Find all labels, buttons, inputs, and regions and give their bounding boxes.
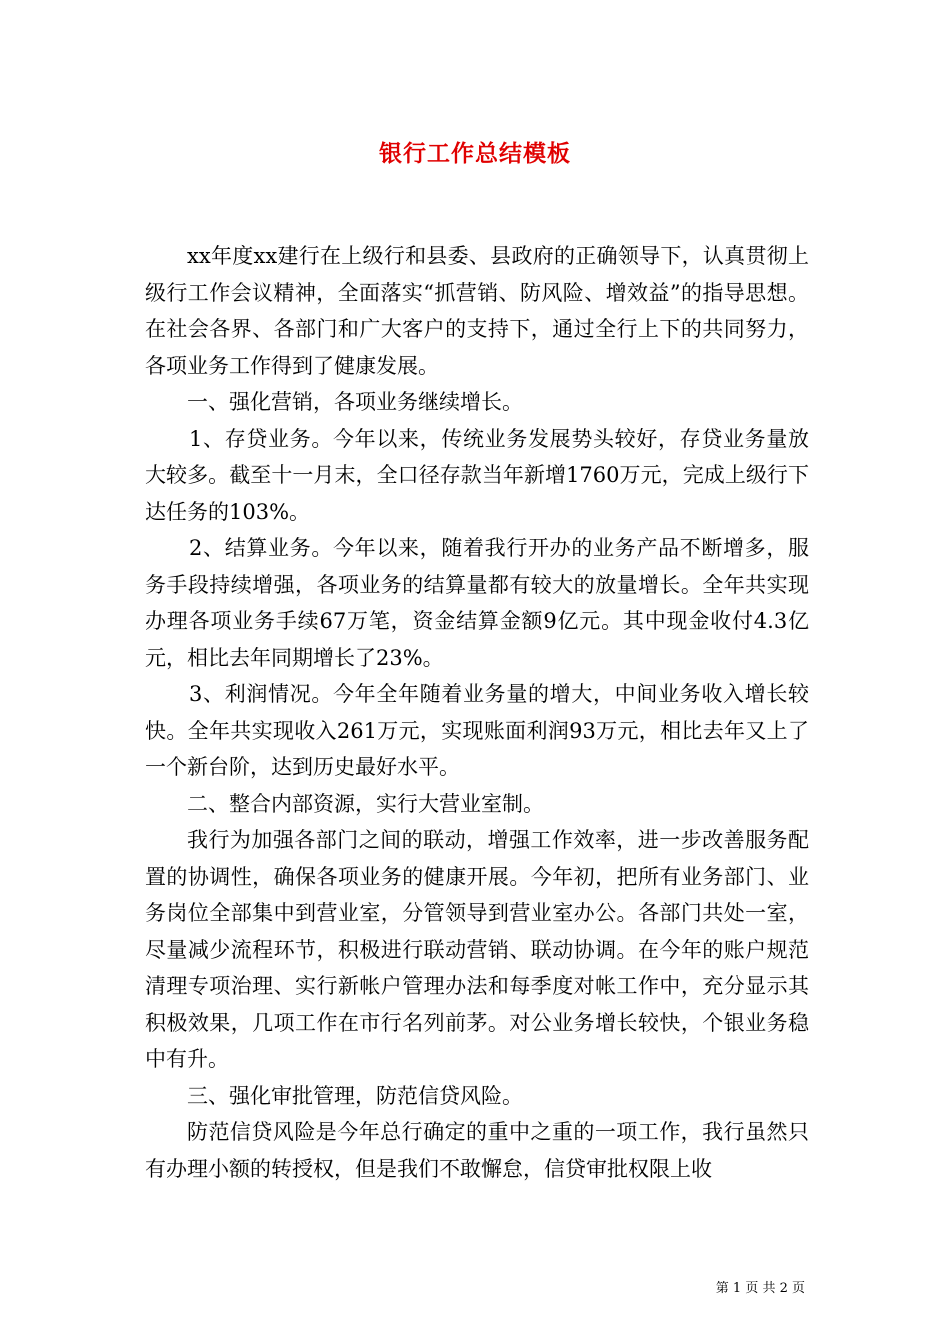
- paragraph-deposit-loan: 1、存贷业务。今年以来，传统业务发展势头较好，存贷业务量放大较多。截至十一月末，全口径存款当年新增1760万元，完成上级行下达任务的103%。: [145, 426, 809, 524]
- page-title: 银行工作总结模板: [379, 140, 571, 167]
- paragraph-integration: 我行为加强各部门之间的联动，增强工作效率，进一步改善服务配置的协调性，确保各项业务的健康开展。今年初，把所有业务部门、业务岗位全部集中到营业室，分管领导到营业室办公。各部门共处一室，尽量减少流程环节，积极进行联动营销、联动协调。在今年的账户规范清理专项治理、实行新帐户管理办法和每季度对帐工作中，充分显示其积极效果，几项工作在市行名列前茅。对公业务增长较快，个银业务稳中有升。: [145, 828, 809, 1071]
- paragraph-intro: xx年度xx建行在上级行和县委、县政府的正确领导下，认真贯彻上级行工作会议精神，全面落实“抓营销、防风险、增效益”的指导思想。在社会各界、各部门和广大客户的支持下，通过全行上下的共同努力，各项业务工作得到了健康发展。: [145, 244, 809, 378]
- section-heading-3: 三、强化审批管理，防范信贷风险。: [187, 1083, 523, 1108]
- page-number: 第 1 页 共 2 页: [715, 1281, 805, 1296]
- paragraph-profit: 3、利润情况。今年全年随着业务量的增大，中间业务收入增长较快。全年共实现收入261万元，实现账面利润93万元，相比去年又上了一个新台阶，达到历史最好水平。: [145, 682, 809, 779]
- document-body: [145, 238, 809, 1187]
- section-heading-1: 一、强化营销，各项业务继续增长。: [187, 390, 523, 414]
- section-heading-2: 二、整合内部资源，实行大营业室制。: [187, 791, 544, 816]
- paragraph-settlement: 2、结算业务。今年以来，随着我行开办的业务产品不断增多，服务手段持续增强，各项业务的结算量都有较大的放量增长。全年共实现办理各项业务手续67万笔，资金结算金额9亿元。其中现金收付4.3亿元，相比去年同期增长了23%。: [145, 536, 809, 670]
- paragraph-risk: 防范信贷风险是今年总行确定的重中之重的一项工作，我行虽然只有办理小额的转授权，但是我们不敢懈怠，信贷审批权限上收: [145, 1120, 809, 1181]
